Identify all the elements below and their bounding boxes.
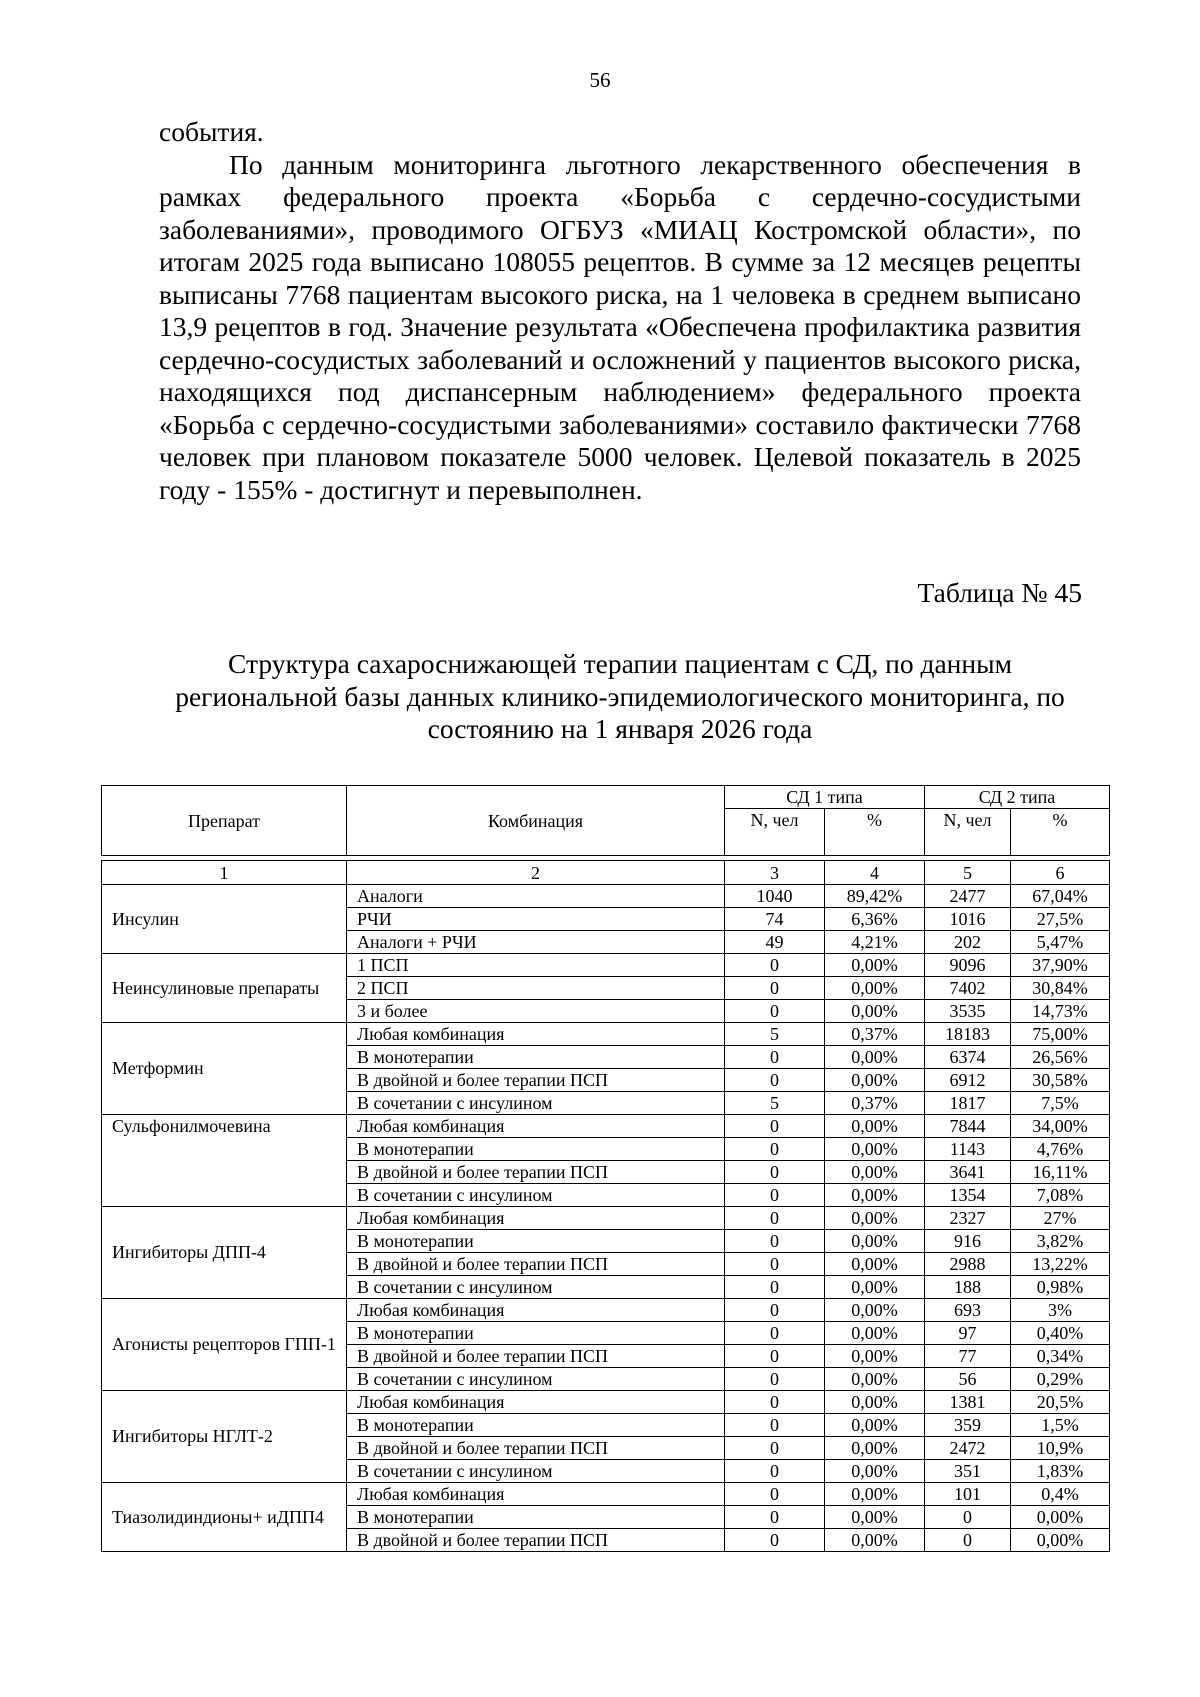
sd1-percent-cell: 0,00% (825, 977, 925, 1000)
drug-name-cell: Инсулин (102, 885, 347, 954)
sd1-count-cell: 0 (725, 1437, 825, 1460)
column-number: 4 (825, 861, 925, 885)
sd1-percent-cell: 0,37% (825, 1023, 925, 1046)
combination-cell: Любая комбинация (347, 1391, 725, 1414)
combination-cell: В сочетании с инсулином (347, 1460, 725, 1483)
table-row (102, 1483, 1110, 1506)
combination-cell: РЧИ (347, 908, 725, 931)
sd2-percent-cell: 7,5% (1011, 1092, 1110, 1115)
sd1-count-cell: 5 (725, 1092, 825, 1115)
sd1-percent-cell: 0,00% (825, 1299, 925, 1322)
sd2-count-cell: 97 (925, 1322, 1011, 1345)
sd1-count-cell: 0 (725, 1184, 825, 1207)
sd1-percent-cell: 0,00% (825, 1276, 925, 1299)
column-number: 6 (1011, 861, 1110, 885)
page-number: 56 (589, 68, 611, 92)
table-row (102, 1299, 1110, 1322)
sd1-percent-cell: 4,21% (825, 931, 925, 954)
sd1-percent-cell: 0,00% (825, 1184, 925, 1207)
sd1-count-cell: 0 (725, 1414, 825, 1437)
combination-cell: В монотерапии (347, 1230, 725, 1253)
combination-cell: Аналоги + РЧИ (347, 931, 725, 954)
sd1-percent-cell: 0,00% (825, 1207, 925, 1230)
drug-name-cell: Сульфонилмочевина (102, 1115, 347, 1207)
sd1-percent-cell: 0,00% (825, 1345, 925, 1368)
sd2-count-cell: 1143 (925, 1138, 1011, 1161)
sd2-count-cell: 0 (925, 1506, 1011, 1529)
sd1-percent-cell: 0,00% (825, 1138, 925, 1161)
sd2-percent-cell: 0,00% (1011, 1506, 1110, 1529)
sd1-count-cell: 0 (725, 1483, 825, 1506)
sd2-percent-cell: 10,9% (1011, 1437, 1110, 1460)
sd2-percent-cell: 67,04% (1011, 885, 1110, 908)
therapy-structure-table (101, 785, 1110, 1552)
table-row (102, 954, 1110, 977)
sd2-count-cell: 3641 (925, 1161, 1011, 1184)
sd1-percent-cell: 0,00% (825, 1460, 925, 1483)
sd2-percent-cell: 0,00% (1011, 1529, 1110, 1552)
sd1-percent-cell: 0,37% (825, 1092, 925, 1115)
sd1-count-cell: 0 (725, 1322, 825, 1345)
combination-cell: В монотерапии (347, 1046, 725, 1069)
sd1-count-cell: 0 (725, 1529, 825, 1552)
column-number-row (102, 861, 1110, 885)
sd2-percent-cell: 34,00% (1011, 1115, 1110, 1138)
sd1-count-cell: 0 (725, 1207, 825, 1230)
combination-cell: В сочетании с инсулином (347, 1368, 725, 1391)
sd1-count-cell: 0 (725, 1368, 825, 1391)
drug-name-cell: Ингибиторы НГЛТ-2 (102, 1391, 347, 1483)
sd2-percent-cell: 26,56% (1011, 1046, 1110, 1069)
column-number: 2 (347, 861, 725, 885)
sd1-count-cell: 74 (725, 908, 825, 931)
combination-cell: В монотерапии (347, 1506, 725, 1529)
sd2-count-cell: 0 (925, 1529, 1011, 1552)
sd1-percent-cell: 6,36% (825, 908, 925, 931)
sd2-count-cell: 9096 (925, 954, 1011, 977)
sd1-count-cell: 1040 (725, 885, 825, 908)
sd1-percent-cell: 0,00% (825, 1391, 925, 1414)
sd2-percent-cell: 14,73% (1011, 1000, 1110, 1023)
sd2-percent-cell: 1,83% (1011, 1460, 1110, 1483)
combination-cell: Любая комбинация (347, 1299, 725, 1322)
sd1-count-cell: 0 (725, 1506, 825, 1529)
sd2-count-cell: 2327 (925, 1207, 1011, 1230)
combination-cell: Любая комбинация (347, 1023, 725, 1046)
sd2-count-cell: 6374 (925, 1046, 1011, 1069)
sd1-count-cell: 0 (725, 1046, 825, 1069)
table-row (102, 1207, 1110, 1230)
combination-cell: В монотерапии (347, 1322, 725, 1345)
table-number: Таблица № 45 (917, 577, 1082, 608)
paragraph-continuation: события. (159, 116, 264, 147)
sd1-count-cell: 0 (725, 1230, 825, 1253)
sd2-count-cell: 6912 (925, 1069, 1011, 1092)
sd1-count-cell: 0 (725, 1115, 825, 1138)
sd1-percent-cell: 0,00% (825, 1368, 925, 1391)
sd2-percent-cell: 20,5% (1011, 1391, 1110, 1414)
combination-cell: В двойной и более терапии ПСП (347, 1437, 725, 1460)
sd1-percent-cell: 0,00% (825, 1253, 925, 1276)
sd2-count-cell: 2477 (925, 885, 1011, 908)
combination-cell: 3 и более (347, 1000, 725, 1023)
sd2-count-cell: 2472 (925, 1437, 1011, 1460)
sd2-count-cell: 7402 (925, 977, 1011, 1000)
sd2-percent-cell: 0,4% (1011, 1483, 1110, 1506)
sd1-percent-cell: 0,00% (825, 954, 925, 977)
table-header-row (102, 786, 1110, 809)
sd2-percent-cell: 3% (1011, 1299, 1110, 1322)
column-number: 3 (725, 861, 825, 885)
sd2-count-cell: 188 (925, 1276, 1011, 1299)
combination-cell: Любая комбинация (347, 1207, 725, 1230)
sd1-percent-cell: 0,00% (825, 1506, 925, 1529)
sd1-count-cell: 0 (725, 1000, 825, 1023)
combination-cell: 1 ПСП (347, 954, 725, 977)
sd2-count-cell: 56 (925, 1368, 1011, 1391)
sd2-percent-cell: 30,84% (1011, 977, 1110, 1000)
header-sd2: СД 2 типа (925, 786, 1110, 809)
sd2-percent-cell: 4,76% (1011, 1138, 1110, 1161)
sd2-percent-cell: 0,29% (1011, 1368, 1110, 1391)
sd2-count-cell: 101 (925, 1483, 1011, 1506)
header-n-sd1: N, чел (725, 809, 825, 856)
combination-cell: В двойной и более терапии ПСП (347, 1345, 725, 1368)
sd1-percent-cell: 0,00% (825, 1322, 925, 1345)
sd1-count-cell: 0 (725, 1138, 825, 1161)
sd1-count-cell: 49 (725, 931, 825, 954)
drug-name-cell: Тиазолидиндионы+ иДПП4 (102, 1483, 347, 1552)
sd2-percent-cell: 27% (1011, 1207, 1110, 1230)
sd1-percent-cell: 0,00% (825, 1046, 925, 1069)
combination-cell: В двойной и более терапии ПСП (347, 1161, 725, 1184)
sd2-count-cell: 916 (925, 1230, 1011, 1253)
combination-cell: В монотерапии (347, 1414, 725, 1437)
sd2-percent-cell: 27,5% (1011, 908, 1110, 931)
header-combination: Комбинация (347, 786, 725, 856)
combination-cell: 2 ПСП (347, 977, 725, 1000)
sd2-percent-cell: 1,5% (1011, 1414, 1110, 1437)
drug-name-cell: Агонисты рецепторов ГПП-1 (102, 1299, 347, 1391)
column-number: 1 (102, 861, 347, 885)
combination-cell: Любая комбинация (347, 1115, 725, 1138)
sd2-count-cell: 7844 (925, 1115, 1011, 1138)
header-n-sd2: N, чел (925, 809, 1011, 856)
sd1-count-cell: 0 (725, 954, 825, 977)
sd1-percent-cell: 0,00% (825, 1529, 925, 1552)
combination-cell: В двойной и более терапии ПСП (347, 1529, 725, 1552)
combination-cell: Любая комбинация (347, 1483, 725, 1506)
sd2-percent-cell: 37,90% (1011, 954, 1110, 977)
sd2-percent-cell: 0,34% (1011, 1345, 1110, 1368)
sd2-count-cell: 359 (925, 1414, 1011, 1437)
drug-name-cell: Ингибиторы ДПП-4 (102, 1207, 347, 1299)
sd1-percent-cell: 0,00% (825, 1069, 925, 1092)
table-body (102, 856, 1110, 1552)
table-row (102, 885, 1110, 908)
sd1-percent-cell: 0,00% (825, 1230, 925, 1253)
table-row (102, 1115, 1110, 1138)
sd1-count-cell: 0 (725, 1460, 825, 1483)
sd1-percent-cell: 89,42% (825, 885, 925, 908)
sd2-count-cell: 1016 (925, 908, 1011, 931)
header-drug: Препарат (102, 786, 347, 856)
sd2-count-cell: 1354 (925, 1184, 1011, 1207)
paragraph-monitoring: По данным мониторинга льготного лекарственного обеспечения в рамках федерального проекта «Борьба с сердечно-сосудистыми заболеваниями», проводимого ОГБУЗ «МИАЦ Костромской области», по итогам 2025 года выписано 108055 рецептов. В сумме за 12 месяцев рецепты выписаны 7768 пациентам высокого риска, на 1 человека в среднем выписано 13,9 рецептов в год. Значение результата «Обеспечена профилактика развития сердечно-сосудистых заболеваний и осложнений у пациентов высокого риска, находящихся под диспансерным наблюдением» федерального проекта «Борьба с сердечно-сосудистыми заболеваниями» составило фактически 7768 человек при плановом показателе 5000 человек. Целевой показатель в 2025 году - 155% - достигнут и перевыполнен. (159, 148, 1081, 505)
table-row (102, 1391, 1110, 1414)
sd1-count-cell: 0 (725, 1276, 825, 1299)
sd1-percent-cell: 0,00% (825, 1414, 925, 1437)
sd2-percent-cell: 0,98% (1011, 1276, 1110, 1299)
sd2-percent-cell: 3,82% (1011, 1230, 1110, 1253)
sd1-count-cell: 0 (725, 1345, 825, 1368)
sd2-percent-cell: 5,47% (1011, 931, 1110, 954)
sd2-percent-cell: 0,40% (1011, 1322, 1110, 1345)
combination-cell: Аналоги (347, 885, 725, 908)
sd2-percent-cell: 30,58% (1011, 1069, 1110, 1092)
combination-cell: В двойной и более терапии ПСП (347, 1069, 725, 1092)
combination-cell: В сочетании с инсулином (347, 1276, 725, 1299)
sd1-percent-cell: 0,00% (825, 1161, 925, 1184)
combination-cell: В сочетании с инсулином (347, 1092, 725, 1115)
sd2-count-cell: 3535 (925, 1000, 1011, 1023)
sd2-percent-cell: 7,08% (1011, 1184, 1110, 1207)
combination-cell: В сочетании с инсулином (347, 1184, 725, 1207)
combination-cell: В монотерапии (347, 1138, 725, 1161)
sd1-percent-cell: 0,00% (825, 1437, 925, 1460)
header-sd1: СД 1 типа (725, 786, 925, 809)
sd2-count-cell: 693 (925, 1299, 1011, 1322)
header-percent-sd1: % (825, 809, 925, 856)
sd1-count-cell: 0 (725, 1299, 825, 1322)
column-number: 5 (925, 861, 1011, 885)
sd2-count-cell: 202 (925, 931, 1011, 954)
sd2-count-cell: 1817 (925, 1092, 1011, 1115)
sd2-count-cell: 2988 (925, 1253, 1011, 1276)
combination-cell: В двойной и более терапии ПСП (347, 1253, 725, 1276)
sd1-percent-cell: 0,00% (825, 1000, 925, 1023)
sd1-percent-cell: 0,00% (825, 1483, 925, 1506)
sd2-count-cell: 18183 (925, 1023, 1011, 1046)
sd2-percent-cell: 13,22% (1011, 1253, 1110, 1276)
header-percent-sd2: % (1011, 809, 1110, 856)
sd2-percent-cell: 75,00% (1011, 1023, 1110, 1046)
sd1-count-cell: 0 (725, 1391, 825, 1414)
sd2-count-cell: 77 (925, 1345, 1011, 1368)
sd2-count-cell: 1381 (925, 1391, 1011, 1414)
table-row (102, 1023, 1110, 1046)
sd1-count-cell: 0 (725, 977, 825, 1000)
body-text (159, 116, 1081, 506)
sd1-percent-cell: 0,00% (825, 1115, 925, 1138)
table-title: Структура сахароснижающей терапии пациентам с СД, по данным региональной базы данных клинико-эпидемиологического мониторинга, по состоянию на 1 января 2026 года (175, 648, 1065, 744)
sd1-count-cell: 5 (725, 1023, 825, 1046)
sd1-count-cell: 0 (725, 1161, 825, 1184)
sd2-count-cell: 351 (925, 1460, 1011, 1483)
drug-name-cell: Метформин (102, 1023, 347, 1115)
sd1-count-cell: 0 (725, 1069, 825, 1092)
sd2-percent-cell: 16,11% (1011, 1161, 1110, 1184)
sd1-count-cell: 0 (725, 1253, 825, 1276)
drug-name-cell: Неинсулиновые препараты (102, 954, 347, 1023)
